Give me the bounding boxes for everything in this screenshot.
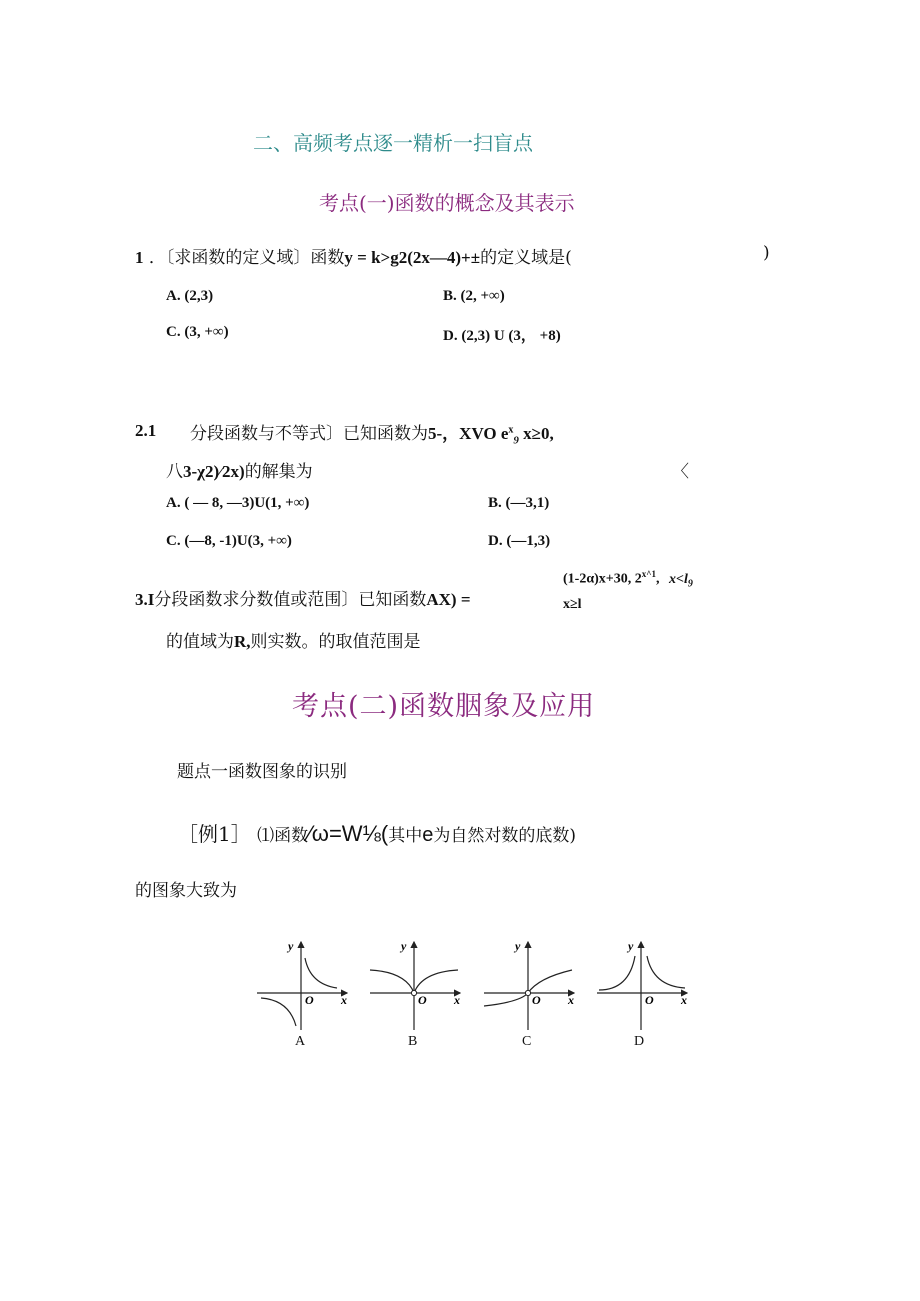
q2-line2-b: 3-χ2)⁄2x): [183, 462, 245, 481]
q1-number: 1: [135, 248, 144, 267]
q2-sub: 9: [513, 434, 519, 447]
graph-d-x-label: x: [681, 993, 687, 1007]
graph-d-curve-right: [647, 956, 685, 988]
q2-tag: 分段函数与不等式〕已知函数为: [190, 424, 428, 444]
q1-option-d: D. (2,3) U (3， +8): [443, 328, 561, 344]
q3-line2-b: R,: [234, 632, 251, 651]
example1-tail1: 其中: [388, 826, 423, 846]
graph-d-origin-label: O: [645, 993, 654, 1007]
q2-option-b: B. (—3,1): [488, 495, 550, 511]
graph-b-x-label: x: [454, 993, 460, 1007]
example1-part: ⑴函数: [257, 826, 309, 846]
q2-option-c: C. (—8, -1)U(3, +∞): [166, 533, 292, 549]
graph-a-origin-label: O: [305, 993, 314, 1007]
q1-option-b: B. (2, +∞): [443, 288, 505, 304]
q3-line2: [166, 627, 421, 652]
graph-d-curve-left: [599, 956, 635, 990]
q1-line: [135, 243, 572, 268]
q3-piece1-cond: x<l: [669, 571, 688, 587]
subtopic: 题点一函数图象的识别: [177, 762, 347, 782]
graph-c-hole: [525, 990, 530, 995]
topic2-title: 考点(二)函数胭象及应用: [292, 691, 596, 722]
q3-formula: AX) =: [426, 590, 471, 609]
graph-c: [482, 936, 582, 1031]
example1-bracket: ［例1］: [178, 822, 251, 846]
graph-a-curve-left: [261, 998, 296, 1026]
example1-tail2: 为自然对数的底数): [433, 826, 576, 846]
q3-piece1-cond-sub: 9: [687, 578, 693, 590]
q3-piece1-sup: x^1: [641, 569, 657, 579]
q3-piece1-end: ,: [656, 571, 660, 587]
q3-line2-a: 的值域为: [166, 632, 234, 652]
graph-d-caption: D: [634, 1034, 645, 1049]
q2-option-d: D. (—1,3): [488, 533, 551, 549]
graph-b-caption: B: [408, 1034, 418, 1049]
q1-formula: y = k>g2(2x—4)+±: [344, 248, 481, 267]
q2-bracket: 〈: [672, 462, 689, 482]
graph-b: [368, 936, 468, 1031]
section-title: 二、高频考点逐一精析一扫盲点: [253, 131, 533, 155]
q2-formula-b: x≥0,: [518, 424, 554, 443]
q2-formula-a: 5-，XVO e: [428, 424, 509, 443]
graph-a: [255, 936, 355, 1031]
graph-d-y-label: y: [628, 939, 634, 953]
q2-line2-c: 的解集为: [244, 462, 313, 482]
q1-option-a: A. (2,3): [166, 288, 214, 304]
example1-line: [178, 818, 576, 847]
q3-piece2: x≥l: [563, 597, 582, 612]
q2-number: 2.1: [135, 421, 157, 440]
q3-number: 3.I: [135, 590, 155, 609]
q2-line2: [166, 457, 313, 482]
q3-tag: 分段函数求分数值或范围〕已知函数: [154, 590, 427, 610]
graph-c-y-label: y: [515, 939, 521, 953]
q1-tag: ．〔求函数的定义域〕函数: [148, 248, 345, 268]
example1-e: e: [422, 824, 434, 846]
graph-c-x-label: x: [568, 993, 574, 1007]
graph-c-caption: C: [522, 1034, 532, 1049]
q1-option-c: C. (3, +∞): [166, 324, 229, 340]
q1-close: ): [763, 243, 770, 263]
q2-line2-a: 八: [166, 462, 183, 482]
graph-c-origin-label: O: [532, 993, 541, 1007]
graph-a-y-label: y: [288, 939, 294, 953]
q3-piece1: [563, 569, 693, 589]
q3-piece1-expr: (1-2α)x+30, 2: [563, 571, 642, 587]
example1-formula: ⁄ω=W⅛(: [308, 821, 389, 846]
q2-line1: [190, 419, 554, 446]
graph-b-y-label: y: [401, 939, 407, 953]
graph-a-curve-right: [305, 958, 337, 988]
graph-d: [595, 936, 695, 1031]
graph-b-hole: [411, 990, 416, 995]
topic1-title: 考点(一)函数的概念及其表示: [319, 191, 575, 215]
q2-sup: x: [508, 424, 514, 436]
q3-line2-c: 则实数。的取值范围是: [250, 632, 421, 652]
graph-a-caption: A: [295, 1034, 306, 1049]
q3-line1: [135, 585, 471, 610]
graph-b-origin-label: O: [418, 993, 427, 1007]
graph-a-x-label: x: [341, 993, 347, 1007]
example1-line2: 的图象大致为: [135, 881, 237, 901]
q2-option-a: A. ( — 8, —3)U(1, +∞): [166, 495, 310, 511]
q1-tail: 的定义域是(: [480, 248, 572, 268]
